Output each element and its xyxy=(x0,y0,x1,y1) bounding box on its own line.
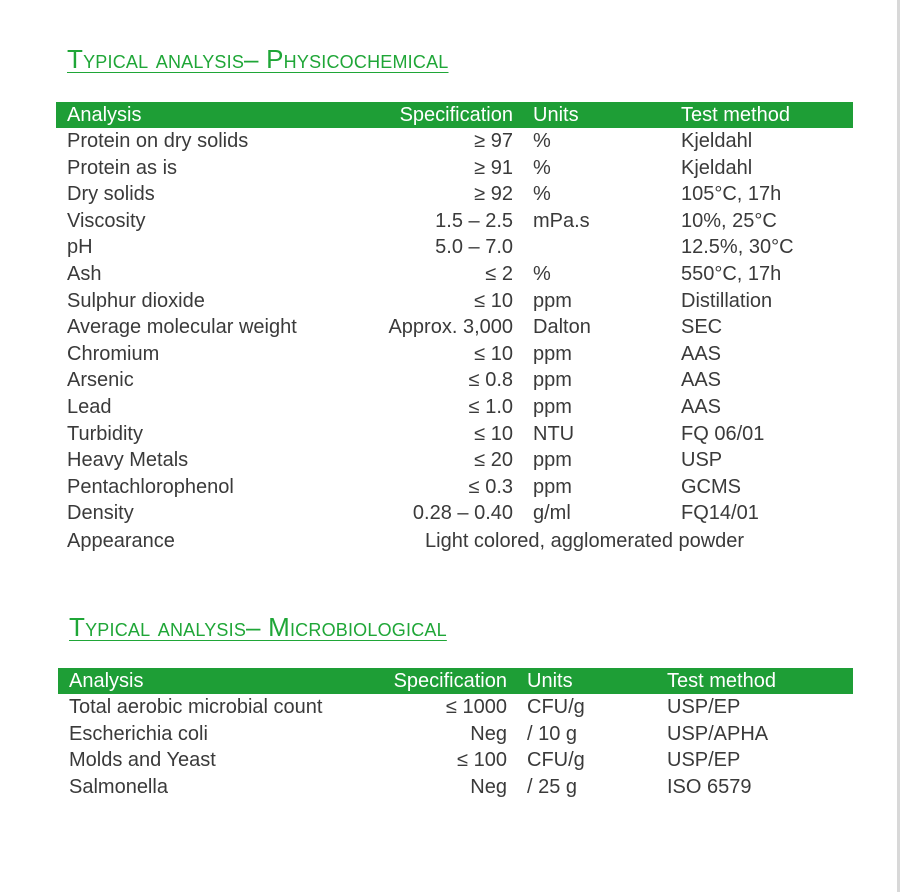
table-row xyxy=(56,181,853,207)
row-method: USP/EP xyxy=(667,696,741,718)
row-analysis: Total aerobic microbial count xyxy=(69,696,323,718)
row-method: Kjeldahl xyxy=(681,130,753,152)
row-analysis: Salmonella xyxy=(69,775,168,798)
header-units: Units xyxy=(533,104,579,126)
table-row xyxy=(58,774,853,800)
row-method: AAS xyxy=(681,396,722,418)
row-analysis: Pentachlorophenol xyxy=(67,475,234,498)
table-row xyxy=(56,474,853,500)
row-specification: 5.0 – 7.0 xyxy=(435,236,513,259)
header-analysis: Analysis xyxy=(69,670,144,692)
table-row xyxy=(56,288,853,314)
table-row xyxy=(56,447,853,473)
row-analysis: Viscosity xyxy=(67,209,146,232)
row-analysis: Protein as is xyxy=(67,156,178,179)
header-specification: Specification xyxy=(399,104,513,126)
row-method: SEC xyxy=(681,316,723,339)
row-specification: ≤ 10 xyxy=(474,422,513,445)
row-units: ppm xyxy=(533,475,572,498)
row-method: 105°C, 17h xyxy=(681,183,782,206)
row-units: g/ml xyxy=(533,502,571,525)
physicochemical-header xyxy=(56,102,853,128)
table-row xyxy=(56,314,853,340)
header-analysis: Analysis xyxy=(67,104,142,126)
row-method: USP/APHA xyxy=(667,722,769,745)
row-specification: Approx. 3,000 xyxy=(388,316,513,339)
table-row xyxy=(56,367,853,393)
row-specification: ≤ 0.3 xyxy=(468,475,513,498)
row-units: ppm xyxy=(533,369,572,392)
row-units: % xyxy=(533,263,551,285)
row-analysis: Appearance xyxy=(67,530,175,552)
header-test-method: Test method xyxy=(681,104,790,126)
row-specification: ≤ 20 xyxy=(474,449,513,472)
table-row xyxy=(56,234,853,260)
row-analysis: Density xyxy=(67,502,134,525)
row-method: 550°C, 17h xyxy=(681,263,782,285)
row-specification: ≥ 97 xyxy=(474,130,513,152)
row-units: % xyxy=(533,130,551,152)
row-appearance-value: Light colored, agglomerated powder xyxy=(425,530,745,552)
table-row xyxy=(58,747,853,773)
physicochemical-title: Typical analysis– Physicochemical xyxy=(67,44,449,74)
table-row-appearance xyxy=(56,528,853,554)
row-method: ISO 6579 xyxy=(667,775,752,798)
row-specification: ≥ 92 xyxy=(474,183,513,206)
row-units: Dalton xyxy=(533,316,591,339)
row-method: USP xyxy=(681,449,723,472)
microbiological-header xyxy=(58,668,853,694)
row-method: USP/EP xyxy=(667,749,741,772)
row-method: AAS xyxy=(681,369,722,392)
table-row xyxy=(56,500,853,526)
row-method: AAS xyxy=(681,342,722,365)
row-units: / 10 g xyxy=(527,722,578,745)
row-analysis: Sulphur dioxide xyxy=(67,289,205,312)
table-row xyxy=(56,261,853,287)
row-specification: ≤ 1000 xyxy=(445,696,507,718)
row-analysis: Lead xyxy=(67,396,112,418)
microbiological-title: Typical analysis– Microbiological xyxy=(69,612,447,642)
row-method: 10%, 25°C xyxy=(681,209,777,232)
row-method: FQ 06/01 xyxy=(681,422,765,445)
row-units: ppm xyxy=(533,342,572,365)
row-specification: ≤ 100 xyxy=(457,749,507,772)
table-row xyxy=(56,208,853,234)
table-row xyxy=(56,421,853,447)
row-specification: ≤ 1.0 xyxy=(468,396,513,418)
table-row xyxy=(56,341,853,367)
row-specification: Neg xyxy=(470,775,507,798)
table-row xyxy=(56,155,853,181)
row-analysis: Average molecular weight xyxy=(67,316,297,339)
row-analysis: Protein on dry solids xyxy=(67,130,249,152)
row-analysis: Escherichia coli xyxy=(69,722,208,745)
row-units: ppm xyxy=(533,396,572,418)
row-units: CFU/g xyxy=(527,749,585,772)
row-units: ppm xyxy=(533,289,572,312)
row-analysis: Chromium xyxy=(67,342,160,365)
row-specification: ≥ 91 xyxy=(474,156,513,179)
row-specification: Neg xyxy=(470,722,507,745)
row-units: CFU/g xyxy=(527,696,585,718)
row-analysis: pH xyxy=(67,236,93,259)
row-method: FQ14/01 xyxy=(681,502,759,525)
row-units: ppm xyxy=(533,449,572,472)
row-units: % xyxy=(533,156,551,179)
row-units: mPa.s xyxy=(533,209,590,232)
table-row xyxy=(56,394,853,420)
row-specification: 0.28 – 0.40 xyxy=(412,502,513,525)
row-specification: 1.5 – 2.5 xyxy=(435,209,513,232)
row-method: Kjeldahl xyxy=(681,156,753,179)
row-analysis: Arsenic xyxy=(67,369,134,392)
row-specification: ≤ 10 xyxy=(474,289,513,312)
row-units: NTU xyxy=(533,422,575,445)
header-test-method: Test method xyxy=(667,670,776,692)
row-units: % xyxy=(533,183,551,206)
row-specification: ≤ 10 xyxy=(474,342,513,365)
table-row xyxy=(58,721,853,747)
row-method: GCMS xyxy=(681,475,741,498)
header-specification: Specification xyxy=(393,670,507,692)
row-specification: ≤ 0.8 xyxy=(468,369,513,392)
row-analysis: Turbidity xyxy=(67,422,143,445)
header-units: Units xyxy=(527,670,573,692)
table-row xyxy=(56,128,853,154)
row-analysis: Molds and Yeast xyxy=(69,749,216,772)
table-row xyxy=(58,694,853,720)
row-method: Distillation xyxy=(681,289,773,312)
row-specification: ≤ 2 xyxy=(485,263,513,285)
row-analysis: Heavy Metals xyxy=(67,449,189,472)
row-units: / 25 g xyxy=(527,775,578,798)
row-method: 12.5%, 30°C xyxy=(681,236,794,259)
row-analysis: Ash xyxy=(67,263,102,285)
row-analysis: Dry solids xyxy=(67,183,155,206)
